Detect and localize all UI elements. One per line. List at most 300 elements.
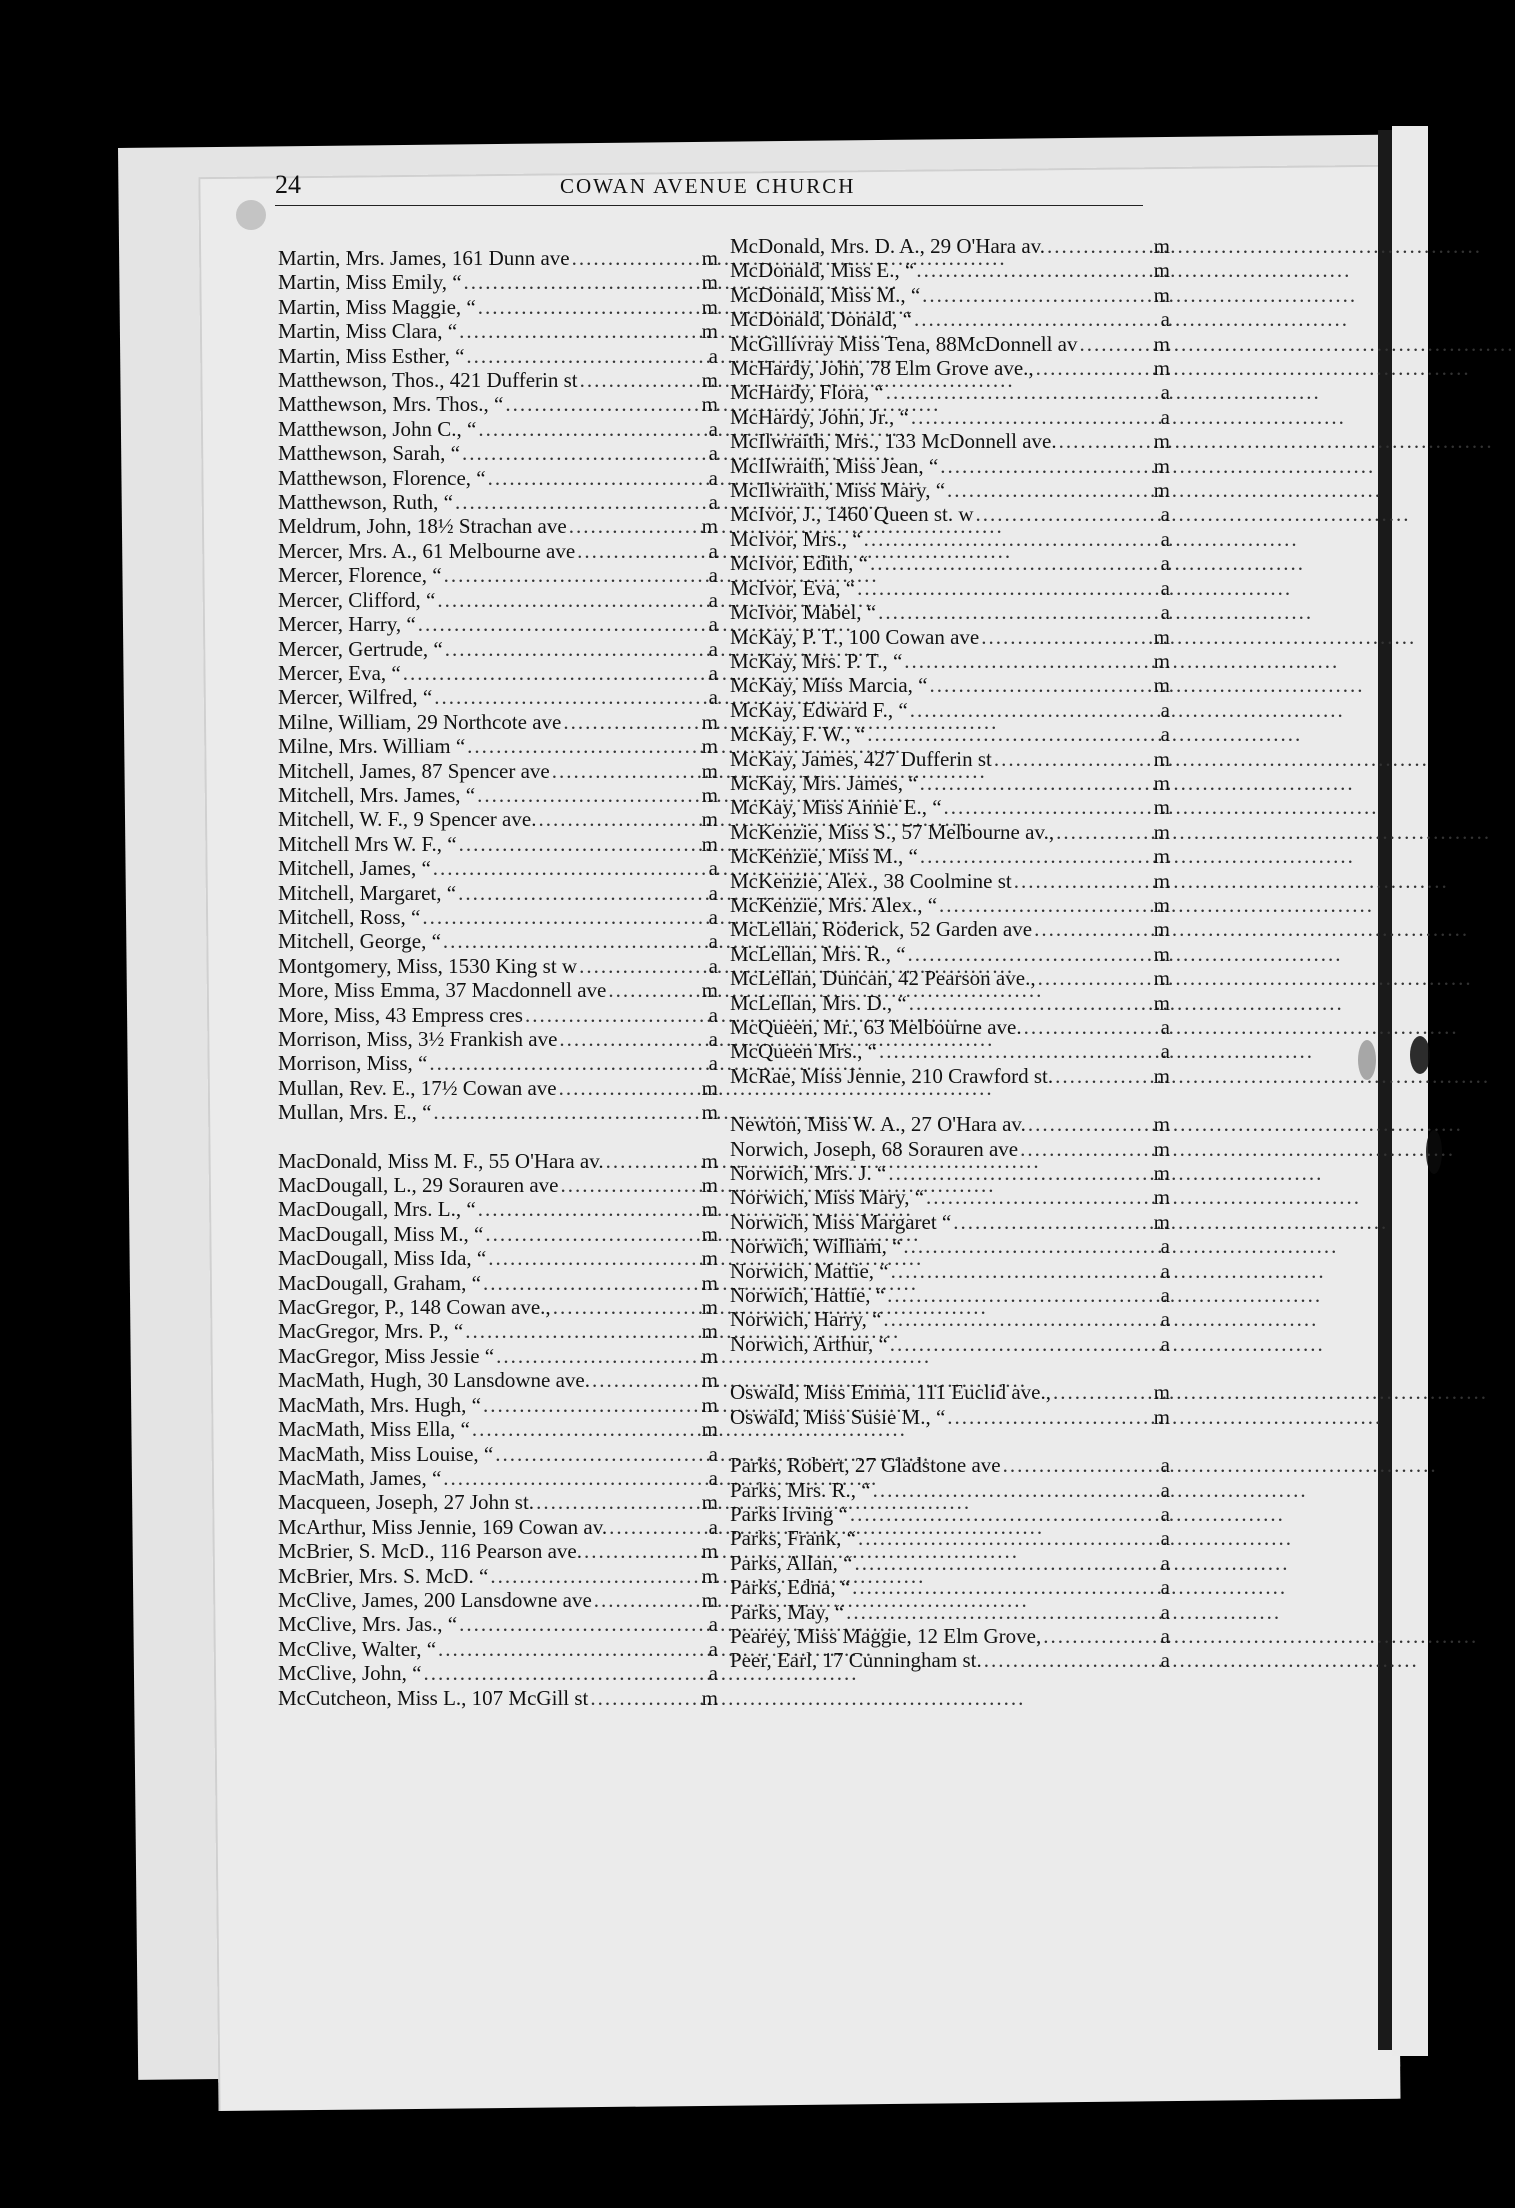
entry-name: McIlwraith, Miss Mary, “ [730,478,946,503]
leader-dots [891,1259,1159,1283]
entry-name: McQueen Mrs., “ [730,1039,877,1064]
entry-name: Norwich, Hattie, “ [730,1283,886,1308]
leader-dots [854,1551,1158,1575]
membership-code: m [1153,453,1170,478]
directory-entry [278,392,718,416]
entry-name: Mercer, Harry, “ [278,612,416,637]
directory-entry [730,771,1170,795]
entry-name: Milne, Mrs. William “ [278,734,466,759]
directory-entry [730,820,1170,844]
directory-entry [278,1442,718,1466]
membership-code: m [1153,868,1170,893]
entry-name: Matthewson, Ruth, “ [278,490,453,515]
membership-code: m [701,782,718,807]
directory-entry [730,1380,1170,1404]
leader-dots [403,661,707,685]
leader-dots [444,563,707,587]
entry-name: McCutcheon, Miss L., 107 McGill st [278,1685,589,1710]
leader-dots [606,1149,700,1173]
leader-dots [1047,234,1152,258]
membership-code: m [701,978,718,1003]
membership-code: m [701,1490,718,1515]
directory-entry [278,1100,718,1124]
membership-code: a [1160,404,1170,429]
entry-name: Mercer, Mrs. A., 61 Melbourne ave [278,538,576,563]
membership-code: m [701,1685,718,1710]
entry-name: Parks, Allan, “ [730,1550,853,1575]
membership-code: m [701,734,718,759]
directory-entry [278,881,718,905]
leader-dots [1059,429,1152,453]
directory-entry [278,1612,718,1636]
directory-entry [730,502,1170,526]
entry-name: MacDougall, Miss M., “ [278,1221,484,1246]
directory-entry [730,1112,1170,1136]
membership-code: a [708,660,718,685]
entry-name: Martin, Mrs. James, 161 Dunn ave [278,246,570,270]
leader-dots [459,319,700,343]
directory-entry [278,246,718,270]
leader-dots [429,1051,706,1075]
membership-code: m [701,1295,718,1320]
entry-name: McKenzie, Miss M., “ [730,844,918,869]
membership-code: m [1153,917,1170,942]
entry-name: Mercer, Gertrude, “ [278,636,443,661]
entry-name: Norwich, Miss Mary, “ [730,1185,925,1210]
membership-code: m [701,1270,718,1295]
directory-entry [730,698,1170,722]
directory-entry [278,1368,718,1392]
membership-code: m [1153,624,1170,649]
leader-dots [888,1161,1151,1185]
header-rule [275,205,1143,206]
directory-entry [730,234,1170,258]
entry-name: McDonald, Miss E., “ [730,258,915,283]
leader-dots [867,722,1158,746]
directory-entry [730,917,1170,941]
entry-name: Parks, May, “ [730,1599,845,1624]
leader-dots [1055,1064,1152,1088]
directory-entry [278,1197,718,1221]
membership-code: a [708,490,718,515]
directory-entry [730,1624,1170,1648]
membership-code: m [1153,966,1170,991]
entry-name: Parks, Frank, “ [730,1526,856,1551]
right-column [730,234,1170,1673]
membership-code: m [701,1246,718,1271]
leader-dots [445,637,707,661]
directory-entry [278,490,718,514]
leader-dots [1014,869,1152,893]
directory-entry [278,1515,718,1539]
leader-dots [464,270,700,294]
directory-entry [730,1551,1170,1575]
membership-code: m [701,758,718,783]
directory-entry [730,1307,1170,1331]
leader-dots [553,1295,700,1319]
membership-code: a [708,563,718,588]
directory-entry [730,1332,1170,1356]
membership-code: m [1153,1209,1170,1234]
leader-dots [423,1661,706,1685]
directory-entry [278,1686,718,1710]
membership-code: a [1160,1501,1170,1526]
entry-name: Mitchell Mrs W. F., “ [278,831,457,856]
entry-name: Norwich, Miss Margaret “ [730,1209,952,1234]
leader-dots [467,734,699,758]
membership-code: m [1153,648,1170,673]
entry-name: Mercer, Clifford, “ [278,587,436,612]
directory-entry [278,1466,718,1490]
directory-entry [730,991,1170,1015]
membership-code: a [708,929,718,954]
leader-dots [437,588,706,612]
membership-code: m [1153,1404,1170,1429]
entry-name: McKay, F. W., “ [730,722,866,747]
leader-dots [1056,820,1152,844]
directory-entry [278,368,718,392]
leader-dots [930,673,1152,697]
entry-name: Parks, Robert, 27 Gladstone ave [730,1453,1001,1478]
membership-code: a [708,1612,718,1637]
leader-dots [590,1686,699,1710]
leader-dots [1020,1137,1152,1161]
entry-name: Mitchell, Margaret, “ [278,880,457,905]
leader-dots [563,710,699,734]
directory-entry [730,600,1170,624]
leader-dots [488,466,707,490]
entry-name: Norwich, William, “ [730,1234,902,1259]
membership-code: a [708,465,718,490]
directory-entry [730,1185,1170,1209]
directory-entry [730,795,1170,819]
directory-entry [730,1234,1170,1258]
entry-name: Martin, Miss Esther, “ [278,343,465,368]
membership-code: m [1153,234,1170,258]
membership-code: m [701,270,718,295]
directory-entry [730,356,1170,380]
entry-name: Mercer, Florence, “ [278,563,442,588]
directory-entry [278,1222,718,1246]
directory-entry [278,734,718,758]
entry-name: McLellan, Mrs. R., “ [730,941,906,966]
directory-entry [278,1271,718,1295]
membership-code: m [1153,1063,1170,1088]
entry-name: MacMath, Mrs. Hugh, “ [278,1392,481,1417]
directory-entry [730,1405,1170,1429]
entry-name: McArthur, Miss Jennie, 169 Cowan av. [278,1514,608,1539]
leader-dots [911,405,1159,429]
entry-name: McRae, Miss Jennie, 210 Crawford st. [730,1063,1054,1088]
entry-name: Morrison, Miss, 3½ Frankish ave [278,1027,558,1051]
leader-dots [883,1307,1158,1331]
entry-name: McHardy, Flora, “ [730,380,884,405]
membership-code: a [1160,1477,1170,1502]
directory-entry [278,612,718,636]
leader-dots [857,576,1159,600]
leader-dots [478,1197,700,1221]
directory-entry [730,551,1170,575]
entry-name: McLellan, Mrs. D., “ [730,990,907,1015]
directory-entry [730,747,1170,771]
entry-name: Norwich, Arthur, “ [730,1331,888,1356]
membership-code: m [701,1368,718,1393]
directory-entry [730,673,1170,697]
leader-dots [926,1185,1152,1209]
directory-entry [278,905,718,929]
membership-code: m [1153,795,1170,820]
directory-entry [730,722,1170,746]
membership-code: a [1160,502,1170,527]
leader-dots [910,698,1159,722]
membership-code: m [701,1539,718,1564]
directory-entry [730,429,1170,453]
leader-dots [922,283,1151,307]
directory-entry [278,270,718,294]
leader-dots [561,1173,700,1197]
entry-name: Morrison, Miss, “ [278,1051,428,1076]
entry-name: Matthewson, Florence, “ [278,465,486,490]
next-page-edge [1392,126,1428,2056]
leader-dots [916,258,1151,282]
leader-dots [1024,1015,1159,1039]
leader-dots [433,856,707,880]
directory-entry [278,978,718,1002]
entry-name: Parks, Edna, “ [730,1575,851,1600]
directory-entry [278,466,718,490]
membership-code: a [1160,1526,1170,1551]
leader-dots [846,1600,1159,1624]
entry-name: McIlwraith, Mrs., 133 McDonnell ave. [730,429,1057,454]
directory-entry [730,1502,1170,1526]
membership-code: a [708,953,718,978]
entry-name: McQueen, Mr., 63 Melbourne ave. [730,1015,1022,1039]
leader-dots [443,929,707,953]
membership-code: m [1153,478,1170,503]
membership-code: a [708,685,718,710]
directory-entry [730,576,1170,600]
directory-entry [278,637,718,661]
directory-entry [730,527,1170,551]
leader-dots [496,1344,700,1368]
leader-dots [466,344,706,368]
membership-code: m [701,1173,718,1198]
entry-name: MacMath, Miss Ella, “ [278,1417,470,1442]
membership-code: m [701,1148,718,1173]
entry-name: McGillivray Miss Tena, 88McDonnell av [730,331,1078,356]
entry-name: Mercer, Wilfred, “ [278,685,433,710]
leader-dots [418,612,707,636]
leader-dots [994,747,1152,771]
leader-dots [870,551,1159,575]
leader-dots [904,649,1151,673]
leader-dots [940,454,1151,478]
leader-dots [483,1393,700,1417]
entry-name: Matthewson, Sarah, “ [278,441,460,466]
entry-name: McIvor, Eva, “ [730,575,856,600]
directory-entry [278,514,718,538]
membership-code: a [1160,1234,1170,1259]
section-gap [730,1429,1170,1453]
leader-dots [947,478,1152,502]
membership-code: m [701,1221,718,1246]
membership-code: a [1160,380,1170,405]
entry-name: MacDougall, Graham, “ [278,1270,481,1295]
entry-name: Norwich, Harry, “ [730,1307,882,1332]
leader-dots [1080,332,1152,356]
directory-entry [730,1648,1170,1672]
membership-code: a [708,587,718,612]
membership-code: m [701,1319,718,1344]
leader-dots [477,783,700,807]
leader-dots [443,1466,706,1490]
directory-entry [278,832,718,856]
directory-entry [278,1490,718,1514]
leader-dots [580,368,700,392]
directory-entry [278,1295,718,1319]
membership-code: a [1160,1599,1170,1624]
leader-dots [455,490,707,514]
directory-entry [278,319,718,343]
membership-code: a [708,416,718,441]
entry-name: McDonald, Donald, “ [730,307,912,332]
page-number: 24 [275,170,301,199]
directory-entry [278,539,718,563]
leader-dots [850,1502,1159,1526]
leader-dots [536,1490,700,1514]
leader-dots [459,832,700,856]
directory-entry [278,1661,718,1685]
entry-name: Norwich, Mattie, “ [730,1258,889,1283]
membership-code: a [1160,526,1170,551]
membership-code: m [701,246,718,270]
leader-dots [465,1319,699,1343]
leader-dots [458,881,707,905]
leader-dots [887,1283,1159,1307]
directory-entry [278,1393,718,1417]
directory-entry [278,1637,718,1661]
directory-entry [278,295,718,319]
leader-dots [459,1612,707,1636]
section-gap [278,1125,718,1149]
leader-dots [1034,917,1152,941]
membership-code: a [1160,697,1170,722]
leader-dots [947,1405,1151,1429]
leader-dots [908,942,1152,966]
leader-dots [909,991,1152,1015]
leader-dots [1038,966,1152,990]
membership-code: a [708,880,718,905]
directory-entry [730,1478,1170,1502]
directory-entry [730,1210,1170,1234]
directory-entry [730,1526,1170,1550]
membership-code: a [1160,1015,1170,1039]
leader-dots [462,441,707,465]
membership-code: m [1153,819,1170,844]
leader-dots [920,844,1152,868]
leader-dots [1003,1453,1159,1477]
directory-entry [278,1246,718,1270]
directory-entry [730,1064,1170,1088]
entry-name: Mitchell, George, “ [278,929,441,954]
directory-entry [730,1283,1170,1307]
membership-code: m [701,831,718,856]
entry-name: Newton, Miss W. A., 27 O'Hara av. [730,1112,1026,1137]
directory-entry [278,954,718,978]
entry-name: McKay, Miss Annie E., “ [730,795,942,820]
entry-name: MacDonald, Miss M. F., 55 O'Hara av. [278,1148,604,1173]
leader-dots [434,685,706,709]
membership-code: m [1153,892,1170,917]
leader-dots [478,417,706,441]
entry-name: Milne, William, 29 Northcote ave [278,709,562,734]
entry-name: MacDougall, L., 29 Sorauren ave [278,1173,559,1198]
membership-code: m [701,1392,718,1417]
directory-entry [278,759,718,783]
directory-entry [278,344,718,368]
membership-code: a [708,441,718,466]
leader-dots [552,759,700,783]
entry-name: MacMath, Hugh, 30 Lansdowne ave. [278,1368,591,1393]
entry-name: Parks Irving “ [730,1501,848,1526]
directory-entry [730,1259,1170,1283]
leader-dots [944,795,1152,819]
membership-code: m [701,807,718,832]
membership-code: m [701,1563,718,1588]
leader-dots [886,380,1159,404]
entry-name: McHardy, John, Jr., “ [730,404,909,429]
membership-code: a [708,1465,718,1490]
membership-code: a [708,343,718,368]
directory-entry [278,1564,718,1588]
entry-name: MacGregor, Miss Jessie “ [278,1343,495,1368]
entry-name: Mitchell, Mrs. James, “ [278,782,476,807]
entry-name: McIvor, Mabel, “ [730,600,877,625]
leader-dots [579,954,707,978]
entry-name: MacMath, James, “ [278,1465,442,1490]
directory-entry [730,1015,1170,1039]
leader-dots [433,1100,699,1124]
entry-name: McKay, Mrs. P. T., “ [730,648,903,673]
membership-code: m [701,709,718,734]
directory-entry [730,1137,1170,1161]
leader-dots [1036,356,1152,380]
membership-code: a [708,1002,718,1027]
leader-dots [903,1234,1158,1258]
page-header [0,170,1496,210]
entry-name: Mullan, Rev. E., 17½ Cowan ave [278,1075,557,1100]
entry-name: McKenzie, Miss S., 57 Melbourne av., [730,819,1055,844]
entry-name: Mullan, Mrs. E., “ [278,1100,432,1125]
directory-entry [278,1588,718,1612]
membership-code: a [1160,551,1170,576]
directory-entry [278,441,718,465]
entry-name: MacGregor, Mrs. P., “ [278,1319,464,1344]
directory-entry [730,307,1170,331]
entry-name: Norwich, Joseph, 68 Sorauren ave [730,1136,1019,1161]
membership-code: a [708,1051,718,1076]
entry-name: Oswald, Miss Susie M., “ [730,1404,946,1429]
leader-dots [592,1368,700,1392]
leader-dots [879,1039,1159,1063]
directory-entry [730,893,1170,917]
leader-dots [472,1417,700,1441]
entry-name: Mercer, Eva, “ [278,660,401,685]
membership-code: a [708,1441,718,1466]
leader-dots [505,392,699,416]
leader-dots [981,625,1151,649]
directory-entry [730,1575,1170,1599]
